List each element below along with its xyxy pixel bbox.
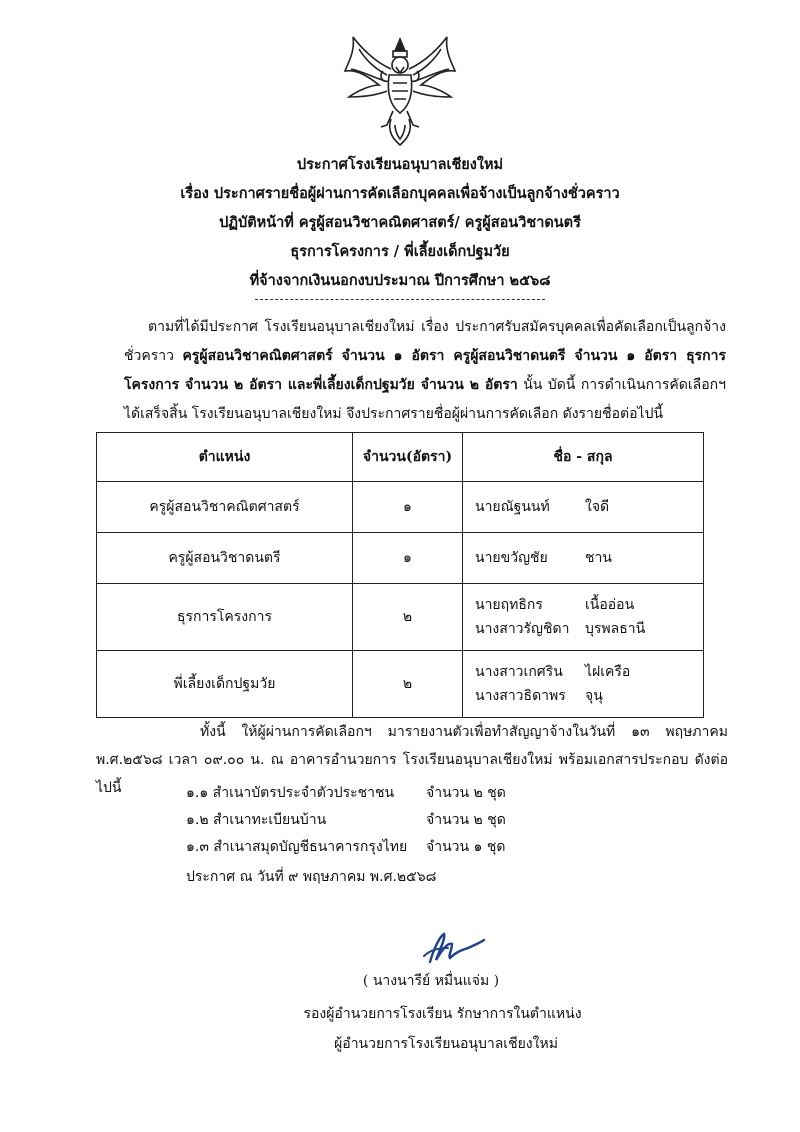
garuda-emblem-icon — [343, 35, 457, 147]
table-row — [97, 651, 704, 718]
last-name: ชาน — [585, 550, 612, 566]
row-names — [463, 533, 704, 584]
intro-paragraph — [124, 313, 726, 429]
table-row — [97, 533, 704, 584]
row-names — [463, 482, 704, 533]
first-name: นายฤทธิกร — [475, 597, 543, 613]
last-name: เนื้ออ่อน — [585, 597, 635, 613]
dashed-divider — [255, 299, 545, 300]
signatory-title-1: รองผู้อำนวยการโรงเรียน รักษาการในตำแหน่ง — [303, 1006, 582, 1022]
list-item — [186, 834, 506, 861]
last-name: ใจดี — [585, 499, 610, 515]
document-item: ๑.๓ สำเนาสมุดบัญชีธนาคารกรุงไทย — [186, 839, 408, 855]
table-row — [97, 482, 704, 533]
intro-text-1: ตามที่ได้มีประกาศ โรงเรียนอนุบาลเชียงใหม่ เรื่อง ประกาศรับสมัครบุคคลเพื่อคัดเลือกเป็นลูกจ้างชั่วคราว — [124, 319, 726, 364]
heading-line-4: ธุรการโครงการ / พี่เลี้ยงเด็กปฐมวัย — [290, 243, 510, 260]
handwritten-signature-icon — [418, 928, 488, 968]
row-count: ๑ — [353, 533, 463, 584]
heading-line-3: ปฏิบัติหน้าที่ ครูผู้สอนวิชาคณิตศาสตร์/ ครูผู้สอนวิชาดนตรี — [219, 214, 581, 231]
first-name: นายขวัญชัย — [475, 550, 548, 566]
document-qty: จำนวน ๒ ชุด — [426, 812, 506, 828]
first-name: นายณัฐนนท์ — [475, 499, 550, 515]
document-item: ๑.๑ สำเนาบัตรประจำตัวประชาชน — [186, 785, 395, 801]
row-names — [463, 651, 704, 718]
document-item: ๑.๒ สำเนาทะเบียนบ้าน — [186, 812, 327, 828]
row-count: ๒ — [353, 651, 463, 718]
row-count: ๒ — [353, 584, 463, 651]
row-position: ธุรการโครงการ — [97, 584, 353, 651]
document-heading — [0, 150, 800, 295]
document-qty: จำนวน ๒ ชุด — [426, 785, 506, 801]
table-row — [97, 584, 704, 651]
last-name: จุนุ — [585, 688, 603, 704]
list-item — [186, 807, 506, 834]
signatory-title-2: ผู้อำนวยการโรงเรียนอนุบาลเชียงใหม่ — [334, 1036, 558, 1052]
row-position: ครูผู้สอนวิชาคณิตศาสตร์ — [97, 482, 353, 533]
row-position: ครูผู้สอนวิชาดนตรี — [97, 533, 353, 584]
announcement-date: ประกาศ ณ วันที่ ๙ พฤษภาคม พ.ศ.๒๕๖๘ — [186, 869, 437, 885]
signatory-name: ( นางนารีย์ หมื่นแจ่ม ) — [362, 973, 500, 989]
last-name: ไฝเครือ — [585, 664, 631, 680]
list-item — [186, 780, 506, 807]
heading-line-2: เรื่อง ประกาศรายชื่อผู้ผ่านการคัดเลือกบุคคลเพื่อจ้างเป็นลูกจ้างชั่วคราว — [180, 185, 620, 202]
instructions-text: ทั้งนี้ ให้ผู้ผ่านการคัดเลือกฯ มารายงานตัวเพื่อทำสัญญาจ้างในวันที่ ๑๓ พฤษภาคม พ.ศ.๒๕๖๘ เวลา ๐๙.๐๐ น. ณ อาคารอำนวยการ โรงเรียนอนุบาลเชียงใหม่ พร้อมเอกสารประกอบ ดังต่อไปนี้ — [96, 724, 728, 796]
row-position: พี่เลี้ยงเด็กปฐมวัย — [97, 651, 353, 718]
header-count: จำนวน(อัตรา) — [353, 433, 463, 482]
header-position: ตำแหน่ง — [97, 433, 353, 482]
heading-line-5: ที่จ้างจากเงินนอกงบประมาณ ปีการศึกษา ๒๕๖๘ — [249, 272, 551, 289]
intro-bold-positions: ครูผู้สอนวิชาคณิตศาสตร์ จำนวน ๑ อัตรา ครูผู้สอนวิชาดนตรี จำนวน ๑ อัตรา ธุรการโครงการ จำนวน ๒ อัตรา และพี่เลี้ยงเด็กปฐมวัย จำนวน ๒ อัตรา — [124, 348, 726, 393]
first-name: นางสาวธิดาพร — [475, 688, 566, 704]
header-name: ชื่อ - สกุล — [463, 433, 704, 482]
documents-list — [186, 780, 506, 861]
first-name: นางสาวเกศริน — [475, 664, 563, 680]
heading-line-1: ประกาศโรงเรียนอนุบาลเชียงใหม่ — [296, 156, 504, 173]
last-name: บุรพลธานี — [585, 621, 646, 637]
document-qty: จำนวน ๑ ชุด — [426, 839, 506, 855]
first-name: นางสาวรัญชิดา — [475, 621, 570, 637]
row-count: ๑ — [353, 482, 463, 533]
table-header-row — [97, 433, 704, 482]
results-table — [96, 432, 704, 718]
row-names — [463, 584, 704, 651]
intro-text-2: นั้น บัดนี้ การดำเนินการคัดเลือกฯ ได้เสร็จสิ้น โรงเรียนอนุบาลเชียงใหม่ จึงประกาศรายชื่อผู้ผ่านการคัดเลือก ดังรายชื่อต่อไปนี้ — [124, 377, 726, 422]
